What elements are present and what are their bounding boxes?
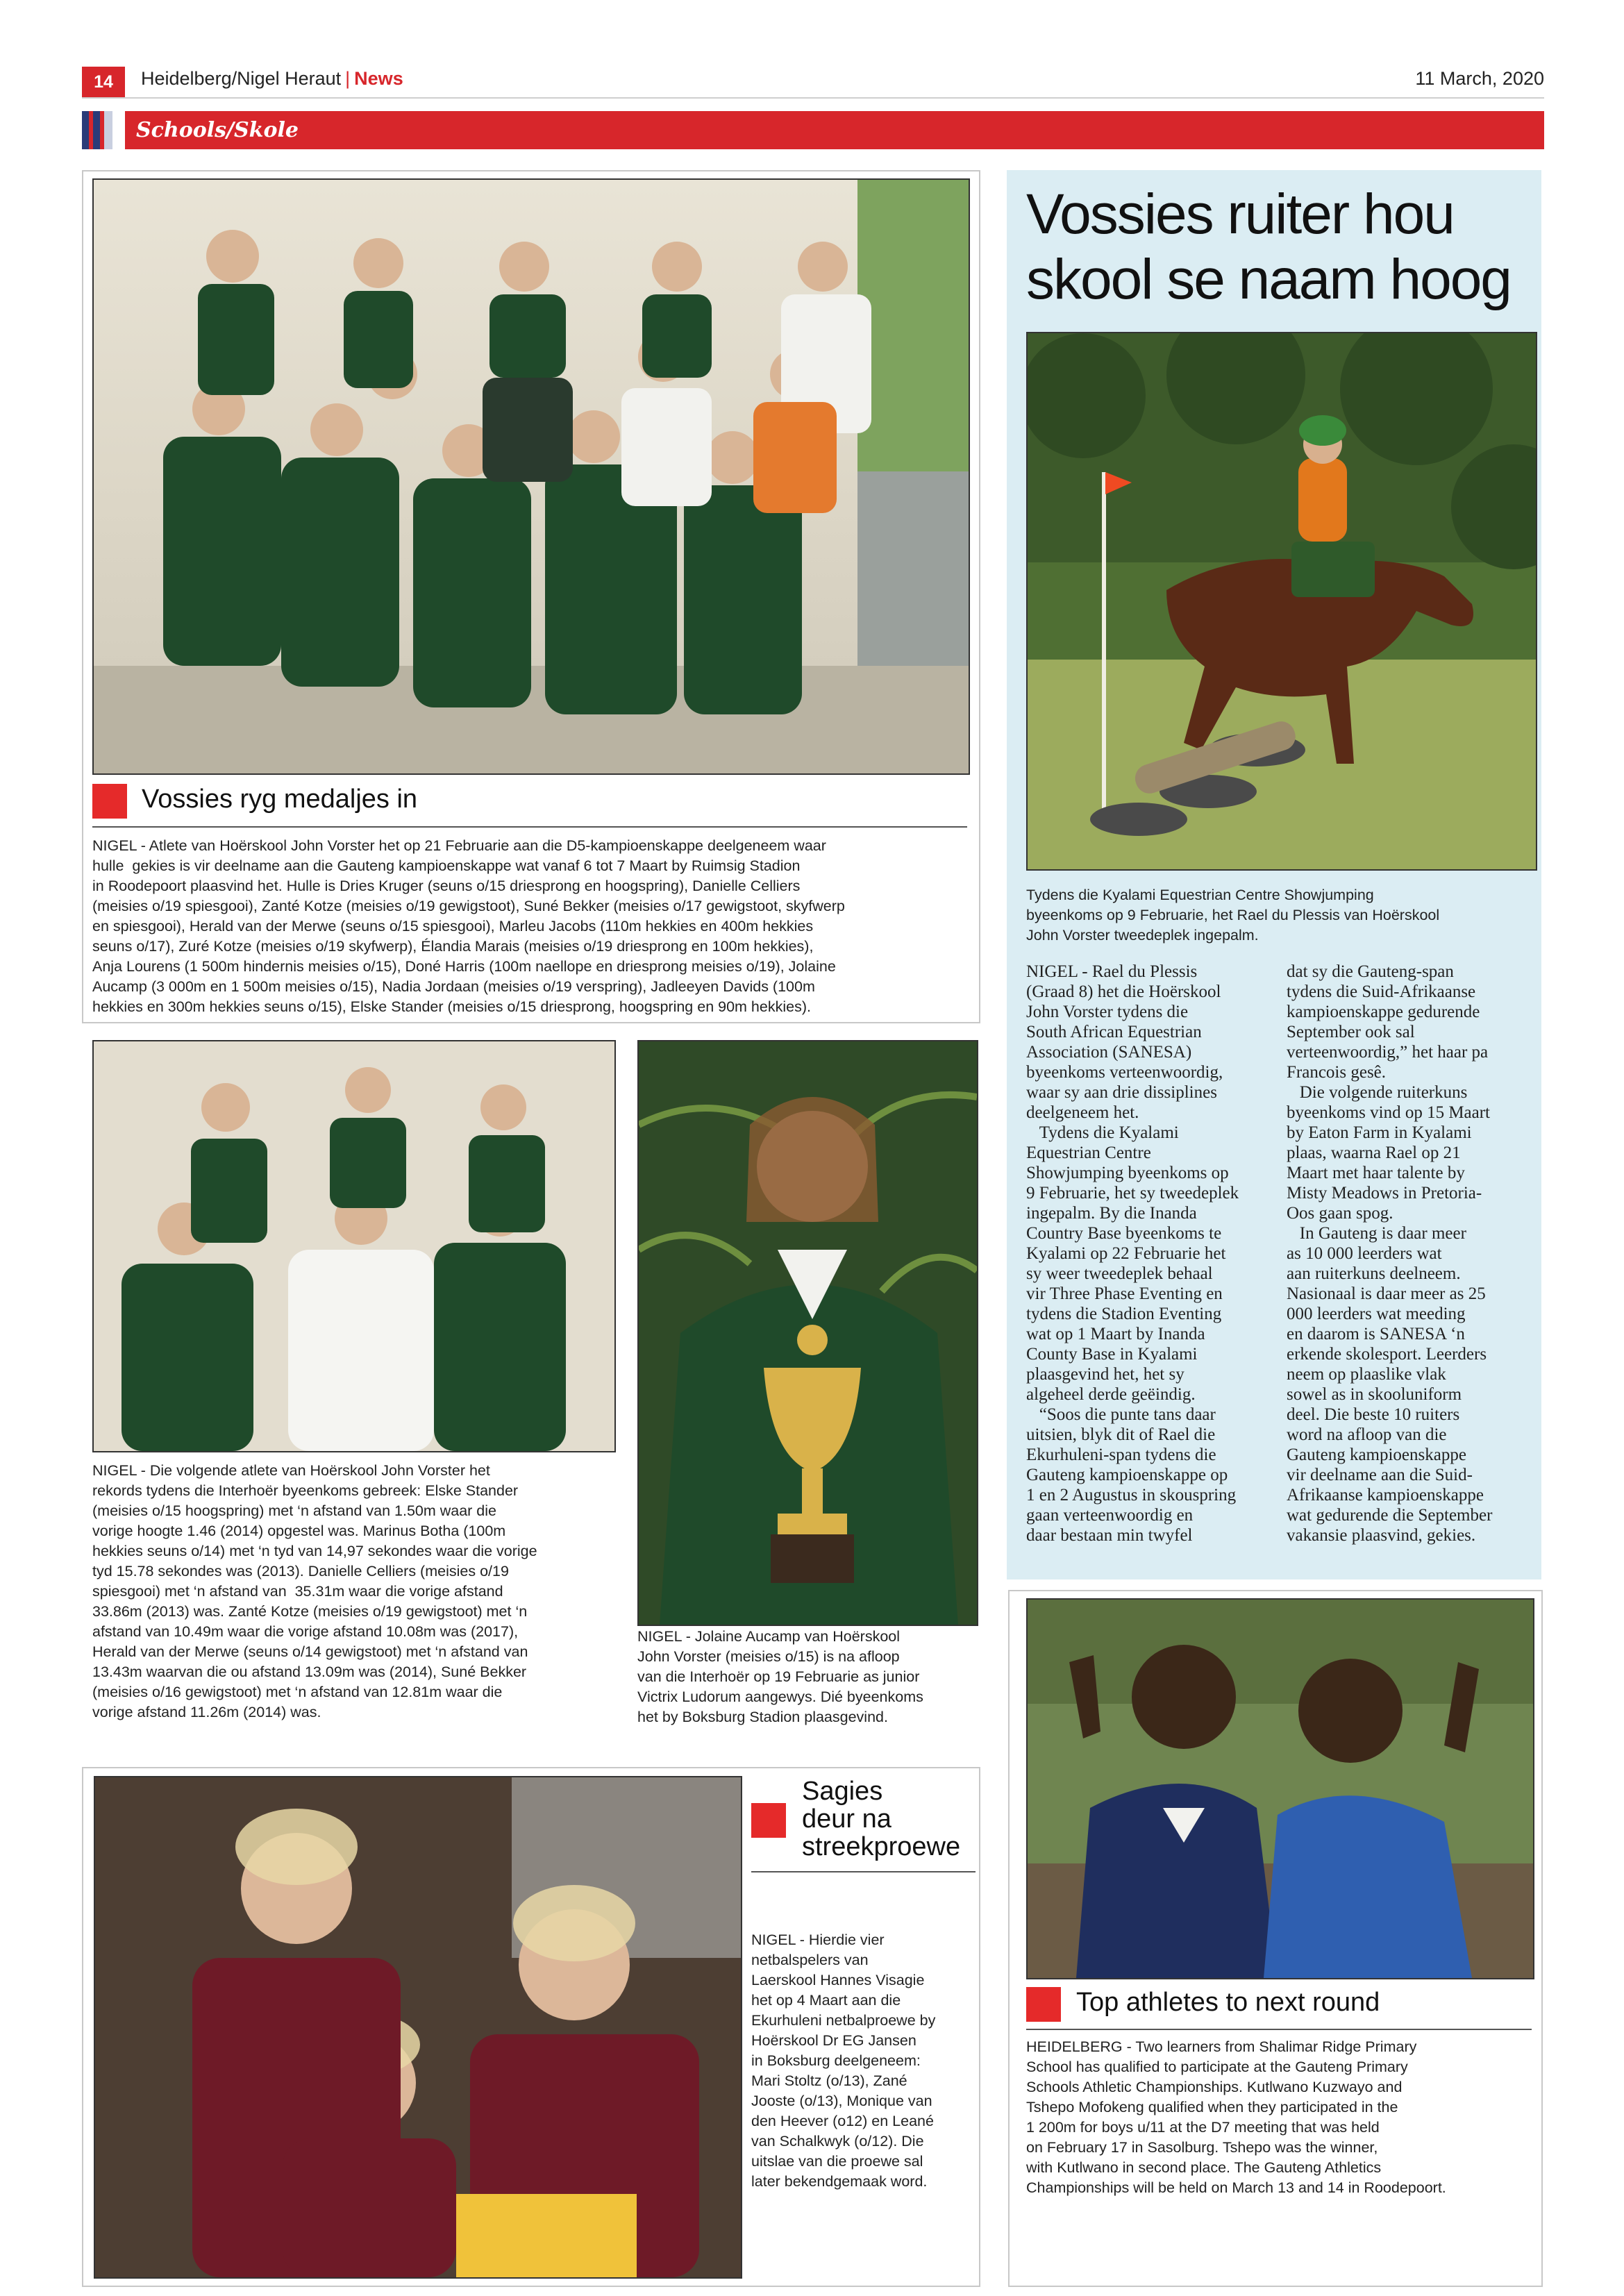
story-medals-title: Vossies ryg medaljes in xyxy=(142,785,418,814)
equestrian-photo-caption: Tydens die Kyalami Equestrian Centre Showjumping byeenkoms op 9 Februarie, het Rael du Plessis van Hoërskool John Vorster tweedeplek ingepalm. xyxy=(1026,887,1440,944)
shalimar-athletes-illustration xyxy=(1028,1600,1533,1978)
equestrian-headline: Vossies ruiter hou skool se naam hoog xyxy=(1026,183,1511,311)
showjumping-photo xyxy=(1026,332,1537,871)
story-medals-body: NIGEL - Atlete van Hoërskool John Vorster het op 21 Februarie aan die D5-kampioenskappe deelgeneem waar hulle gekies is vir deelname aan die Gauteng kampioenskappe wat vanaf 6 tot 7 Maart by Ruimsig Stadion in Roodepoort plaasvind het. Hulle is Dries Kruger (seuns o/15 driesprong en hoogspring), Danielle Celliers (meisies o/19 spiesgooi), Zanté Kotze (meisies o/19 gewigstoot), Suné Bekker (meisies o/17 gewigstoot, skyfwerp en spiesgooi), Herald van der Merwe (seuns o/15 spiesgooi), Marleu Jacobs (110m hekkies en 400m hekkies seuns o/17), Zuré Kotze (meisies o/19 skyfwerp), Élandia Marais (meisies o/19 driesprong en 100m hekkies), Anja Lourens (1 500m hindernis meisies o/15), Doné Harris (100m naellope en driesprong meisies o/19), Jolaine Aucamp (3 000m en 1 500m meisies o/15), Nadia Jordaan (meisies o/19 verspring), Jadleeyen Davids (100m hekkies en 300m hekkies seuns o/15), Elske Stander (meisies o/15 driesprong, hoogspring en 90m hekkies). xyxy=(92,837,845,1015)
story-athletes-marker xyxy=(1026,1987,1061,2022)
story-trophy-caption: NIGEL - Jolaine Aucamp van Hoërskool John Vorster (meisies o/15) is na afloop van die Interhoër op 19 Februarie as junior Victrix Ludorum aangewys. Dié byeenkoms het by Boksburg Stadion plaasgevind. xyxy=(637,1628,923,1725)
trophy-winner-illustration xyxy=(639,1041,977,1625)
story-athletes-rule xyxy=(1026,2029,1532,2030)
equestrian-body-col1: NIGEL - Rael du Plessis (Graad 8) het die Hoërskool John Vorster tydens die South African Equestrian Association (SANESA) byeenkoms verteenwoordig, waar sy aan drie dissiplines deelgeneem het. Tydens die Kyalami Equestrian Centre Showjumping byeenkoms op 9 Februarie, het sy tweedeplek ingepalm. By die Inanda Country Base byeenkoms te Kyalami op 22 Februarie het sy weer tweedeplek behaal vir Three Phase Eventing en tydens die Stadion Eventing wat op 1 Maart by Inanda County Base in Kyalami plaasgevind het, het sy algeheel derde geëindig. “Soos die punte tans daar uitsien, blyk dit of Rael die Ekurhuleni-span tydens die Gauteng kampioenskappe op 1 en 2 Augustus in skouspring gaan verteenwoordig en daar bestaan min twyfel xyxy=(1026,962,1239,1545)
shalimar-athletes-photo xyxy=(1026,1598,1534,1979)
netball-players-illustration xyxy=(95,1777,741,2277)
story-netball-rule xyxy=(751,1871,976,1872)
page-number: 14 xyxy=(82,67,125,97)
story-athletes-body: HEIDELBERG - Two learners from Shalimar Ridge Primary School has qualified to participate at the Gauteng Primary Schools Athletic Championships. Kutlwano Kuzwayo and Tshepo Mofokeng qualified when they participated in the 1 200m for boys u/11 at the D7 meeting that was held on February 17 in Sasolburg. Tshepo was the winner, with Kutlwano in second place. The Gauteng Athletics Championships will be held on March 13 and 14 in Roodepoort. xyxy=(1026,2038,1446,2196)
story-athletes-title: Top athletes to next round xyxy=(1076,1988,1380,2017)
story-records-body: NIGEL - Die volgende atlete van Hoërskool John Vorster het rekords tydens die Interhoër byeenkoms gebreek: Elske Stander (meisies o/15 hoogspring) met ‘n afstand van 1.50m waar die vorige hoogte 1.46 (2014) opgestel was. Marinus Botha (100m hekkies seuns o/14) met ‘n tyd van 14,97 sekondes waar die vorige tyd 15.78 sekondes was (2013). Danielle Celliers (meisies o/19 spiesgooi) met ‘n afstand van 35.31m waar die vorige afstand 33.86m (2013) was. Zanté Kotze (meisies o/19 gewigstoot) met ‘n afstand van 10.49m waar die vorige afstand 10.08m was (2017), Herald van der Merwe (seuns o/14 gewigstoot) met ‘n afstand van 13.43m waarvan die ou afstand 13.09m was (2014), Suné Bekker (meisies o/16 gewigstoot) met ‘n afstand van 12.81m waar die vorige afstand 11.26m (2014) was. xyxy=(92,1462,537,1720)
section-bar xyxy=(82,111,1544,149)
netball-players-photo xyxy=(94,1776,742,2279)
trophy-winner-photo xyxy=(637,1040,978,1626)
section-link-news[interactable]: News xyxy=(354,68,403,89)
section-label: Schools/Skole xyxy=(136,118,299,142)
records-athletes-illustration xyxy=(94,1041,614,1451)
story-medals-rule xyxy=(92,826,967,828)
showjumping-illustration xyxy=(1028,333,1536,869)
stripe-light xyxy=(104,111,112,149)
issue-date: 11 March, 2020 xyxy=(1415,68,1544,89)
header-divider xyxy=(82,97,1544,99)
story-netball-title: Sagies deur na streekproewe xyxy=(802,1777,961,1861)
publication-name: Heidelberg/Nigel Heraut xyxy=(141,68,342,89)
team-group-photo xyxy=(92,178,970,775)
header-separator: | xyxy=(345,68,351,89)
equestrian-body-col2: dat sy die Gauteng-span tydens die Suid-Afrikaanse kampioenskappe gedurende September ook sal verteenwoordig,” het haar pa Francois gesê. Die volgende ruiterkuns byeenkoms vind op 15 Maart by Eaton Farm in Kyalami plaas, waarna Rael op 21 Maart met haar talente by Misty Meadows in Pretoria- Oos gaan spog. In Gauteng is daar meer as 10 000 leerders wat aan ruiterkuns deelneem. Nasionaal is daar meer as 25 000 leerders wat meeding en daarom is SANESA ‘n erkende skolesport. Leerders neem op plaaslike vlak sowel as in skooluniform deel. Die beste 10 ruiters word na afloop van die Gauteng kampioenskappe vir deelname aan die Suid- Afrikaanse kampioenskappe wat gedurende die September vakansie plaasvind, gekies. xyxy=(1287,962,1493,1545)
stripe-blue xyxy=(82,111,89,149)
stripe-blue-2 xyxy=(93,111,100,149)
stripe-white xyxy=(112,111,125,149)
publication-line xyxy=(141,68,403,90)
team-group-illustration xyxy=(94,180,969,773)
story-medals-marker xyxy=(92,784,127,819)
story-netball-body: NIGEL - Hierdie vier netbalspelers van Laerskool Hannes Visagie het op 4 Maart aan die Ekurhuleni netbalproewe by Hoërskool Dr EG Jansen in Boksburg deelgeneem: Mari Stoltz (o/13), Zané Jooste (o/13), Monique van den Heever (o12) en Leané van Schalkwyk (o/12). Die uitslae van die proewe sal later bekendgemaak word. xyxy=(751,1932,936,2190)
story-netball-marker xyxy=(751,1803,786,1838)
records-athletes-photo xyxy=(92,1040,616,1452)
